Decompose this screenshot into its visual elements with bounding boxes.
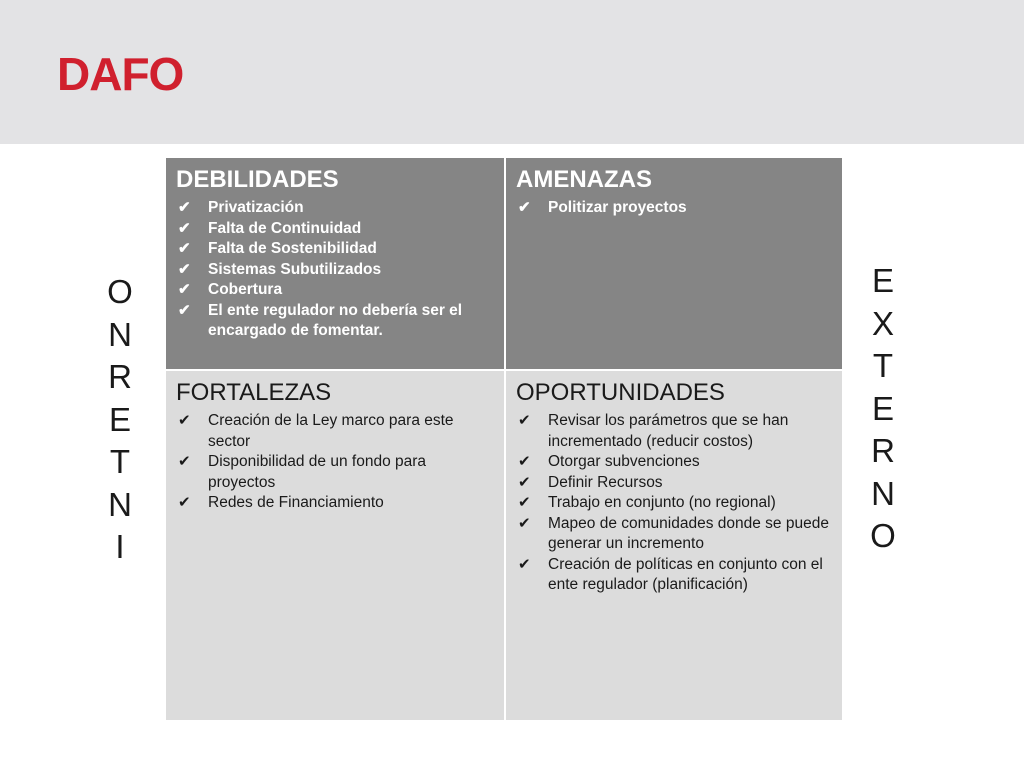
interno-letter: R	[108, 358, 132, 395]
checkmark-icon: ✔	[178, 453, 191, 470]
externo-letter: N	[871, 474, 895, 512]
list-item: ✔ Cobertura	[176, 280, 494, 301]
list-item: ✔ Falta de Sostenibilidad	[176, 239, 494, 260]
checkmark-icon: ✔	[518, 494, 531, 511]
list-item: ✔ El ente regulador no debería ser el encargado de fomentar.	[178, 301, 463, 339]
quadrant-amenazas	[506, 158, 842, 371]
checkmark-icon: ✔	[518, 514, 531, 532]
quadrant-list	[516, 411, 832, 596]
interno-label	[100, 271, 140, 569]
quadrant-title: AMENAZAS	[516, 166, 652, 193]
checkmark-icon: ✔	[178, 494, 191, 511]
quadrant-list	[176, 411, 494, 514]
quadrant-list	[516, 198, 832, 219]
checkmark-icon: ✔	[518, 555, 531, 573]
list-item: ✔ Trabajo en conjunto (no regional)	[516, 493, 832, 514]
quadrant-title: FORTALEZAS	[176, 379, 332, 406]
externo-letter: E	[871, 389, 894, 427]
list-item: ✔ Politizar proyectos	[516, 198, 832, 219]
checkmark-icon: ✔	[178, 412, 191, 429]
header-band	[0, 0, 1024, 144]
quadrant-title: DEBILIDADES	[176, 166, 339, 193]
interno-letter: O	[107, 273, 133, 310]
interno-letter: N	[108, 485, 132, 523]
quadrant-list	[176, 198, 494, 342]
list-item: ✔ Privatización	[176, 198, 494, 219]
list-item: ✔ Mapeo de comunidades donde se puede generar un incremento	[518, 514, 829, 552]
interno-letter: E	[108, 400, 131, 438]
externo-letter: X	[871, 304, 894, 342]
externo-letter: O	[870, 517, 896, 554]
list-item: ✔ Falta de Continuidad	[176, 219, 494, 240]
externo-letter: R	[871, 432, 895, 469]
interno-letter: T	[109, 443, 131, 480]
checkmark-icon: ✔	[178, 240, 191, 257]
list-item: ✔ Revisar los parámetros que se han incrementado (reducir costos)	[518, 412, 789, 450]
list-item: ✔ Creación de la Ley marco para este sector	[178, 412, 454, 450]
externo-letter: T	[872, 347, 894, 384]
quadrant-fortalezas	[166, 371, 506, 720]
checkmark-icon: ✔	[518, 412, 531, 429]
interno-letter: I	[115, 528, 125, 565]
quadrant-title: OPORTUNIDADES	[516, 379, 725, 406]
dafo-grid	[166, 158, 842, 720]
checkmark-icon: ✔	[518, 453, 531, 470]
checkmark-icon: ✔	[178, 219, 191, 237]
externo-letter: E	[871, 262, 894, 299]
list-item: ✔ Otorgar subvenciones	[516, 452, 832, 473]
checkmark-icon: ✔	[178, 301, 191, 319]
list-item: ✔ Sistemas Subutilizados	[176, 260, 494, 281]
page-title: DAFO	[57, 48, 184, 100]
checkmark-icon: ✔	[518, 199, 531, 216]
list-item: ✔ Disponibilidad de un fondo para proyectos	[178, 453, 427, 491]
checkmark-icon: ✔	[518, 473, 531, 491]
list-item: ✔ Redes de Financiamiento	[176, 493, 494, 514]
list-item: ✔ Creación de políticas en conjunto con el ente regulador (planificación)	[518, 555, 823, 593]
interno-letter: N	[108, 315, 132, 353]
checkmark-icon: ✔	[178, 260, 191, 278]
externo-label	[863, 260, 903, 558]
quadrant-debilidades	[166, 158, 506, 371]
checkmark-icon: ✔	[178, 281, 191, 298]
checkmark-icon: ✔	[178, 199, 191, 216]
list-item: ✔ Definir Recursos	[516, 473, 832, 494]
quadrant-oportunidades	[506, 371, 842, 720]
